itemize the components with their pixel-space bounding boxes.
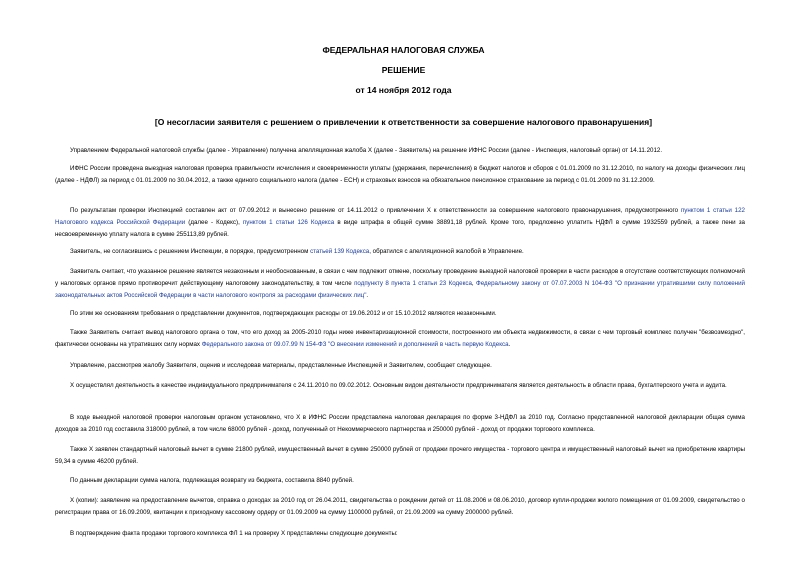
link-article-139-tax-code[interactable]: статьей 139 Кодекса (310, 248, 370, 255)
link-article-122-tax-code[interactable]: пунктом 1 статьи 122 Налогового кодекса Российской Федерации (55, 207, 745, 226)
paragraph-7 (55, 327, 745, 351)
document-type: РЕШЕНИЕ (381, 65, 426, 75)
paragraph-9: Х осуществлял деятельность в качестве индивидуального предпринимателя с 24.11.2010 по 09.02.2012. Основным видом деятельности предпринимателя является деятельность в области права, бухгалтерского учета и аудита. (70, 382, 727, 389)
paragraph-8: Управление, рассмотрев жалобу Заявителя, оценив и исследовав материалы, представленные Инспекцией и Заявителем, сообщает следующее. (70, 362, 492, 369)
paragraph-14: В подтверждение факта продажи торгового комплекса ФЛ 1 на проверку Х представлены следующие документы: (70, 530, 398, 537)
paragraph-3-text-1: По результатам проверки Инспекцией составлен акт от 07.09.2012 и вынесено решение от 14.11.2012 о привлечении Х к ответственности за совершение налогового правонарушения, предусмотренного (70, 207, 681, 214)
paragraph-13: Х (копии): заявление на предоставление вычетов, справка о доходах за 2010 год от 26.04.2011, свидетельства о рождении детей от 11.08.2006 и 08.06.2010, договор купли-продажи жилого помещения от 01.09.2009, свидетельство о регистрации права от 16.09.2009, квитанции к приходному кассовому ордеру от 01.09.2009 на сумму 1100000 рублей, от 21.09.2009 на сумму 2000000 рублей. (55, 497, 745, 516)
paragraph-5-text-1: Заявитель считает, что указанное решение является незаконным и необоснованным, в связи с чем подлежит отмене, поскольку проведение выездной налоговой проверки в части расходов в отсутствие соответствующих полномочий у налоговых органов прямо противоречит действующему налоговому законодательству, в том числе (55, 268, 745, 287)
document-date: от 14 ноября 2012 года (355, 85, 452, 95)
paragraph-4-text-2: , обратился с апелляционной жалобой в Управление. (369, 248, 524, 255)
paragraph-11: Также Х заявлен стандартный налоговый вычет в сумме 21800 рублей, имущественный вычет в сумме 250000 рублей от продажи прочего имущества - торгового центра и имущественный налоговый вычет на приобретение квартиры 59,34 в сумме 46200 рублей. (55, 446, 745, 465)
paragraph-7-text-1: Также Заявитель считает вывод налогового органа о том, что его доход за 2005-2010 годы ниже инвентаризационной стоимости, построенного им объекта недвижимости, в связи с чем торговый комплекс получен "безвозмездно", фактически основаны на утративших силу нормах (55, 329, 745, 348)
link-federal-law-154-fz[interactable]: Федерального закона от 09.07.99 N 154-ФЗ "О внесении изменений и дополнений в часть первую Кодекса (201, 341, 509, 348)
paragraph-3-text-3: в виде штрафа в общей сумме 38891,18 рублей. Кроме того, предложено уплатить НДФЛ в сумме 1932559 рублей, а также пени за несвоевременную уплату налога в сумме 255113,89 рублей. (55, 219, 745, 238)
organization-title: ФЕДЕРАЛЬНАЯ НАЛОГОВАЯ СЛУЖБА (322, 45, 485, 55)
paragraph-3 (55, 205, 745, 241)
paragraph-5-text-2: , (471, 280, 477, 287)
paragraph-12: По данным декларации сумма налога, подлежащая возврату из бюджета, составила 8840 рублей. (70, 477, 354, 484)
paragraph-3-text-2: (далее - Кодекс), (185, 219, 243, 226)
link-subclause-8-article-23[interactable]: подпункту 8 пункта 1 статьи 23 Кодекса (354, 280, 472, 287)
paragraph-7-text-2: . (508, 341, 511, 348)
paragraph-4 (55, 246, 745, 258)
link-federal-law-104-fz[interactable]: Федеральному закону от 07.07.2003 N 104-ФЗ "О признании утратившими силу положений законодательных актов Российской Федерации в части налогового контроля за расходами физических лиц" (55, 280, 745, 299)
document-topic: [О несогласии заявителя с решением о привлечении к ответственности за совершение налогового правонарушения] (154, 117, 653, 127)
paragraph-6: По этим же основаниям требования о представлении документов, подтверждающих расходы от 19.06.2012 и от 15.10.2012 являются незаконными. (70, 310, 497, 317)
paragraph-5 (55, 266, 745, 302)
paragraph-10: В ходе выездной налоговой проверки налоговым органом установлено, что Х в ИФНС России представлена налоговая декларация по форме 3-НДФЛ за 2010 год. Согласно представленной налоговой декларации общая сумма доходов за 2010 год составила 318000 рублей, в том числе 68000 рублей - доход, полученный от Некоммерческого партнерства и 250000 рублей - доход от продажи торгового комплекса. (55, 414, 745, 433)
paragraph-4-text-1: Заявитель, не согласившись с решением Инспекции, в порядке, предусмотренном (70, 248, 311, 255)
paragraph-5-text-3: . (366, 292, 369, 299)
paragraph-2: ИФНС России проведена выездная налоговая проверка правильности исчисления и своевременности уплаты (удержания, перечисления) в бюджет налогов и сборов с 01.01.2009 по 31.12.2010, по налогу на доходы физических лиц (далее - НДФЛ) за период с 01.01.2009 по 30.04.2012, а также единого социального налога (далее - ЕСН) и страховых взносов на обязательное пенсионное страхование за период с 01.01.2009 по 31.12.2009. (55, 165, 745, 184)
link-article-126-tax-code[interactable]: пунктом 1 статьи 126 Кодекса (242, 219, 335, 226)
paragraph-1: Управлением Федеральной налоговой службы (далее - Управление) получена апелляционная жалоба Х (далее - Заявитель) на решение ИФНС России (далее - Инспекция, налоговый орган) от 14.11.2012. (70, 147, 663, 154)
